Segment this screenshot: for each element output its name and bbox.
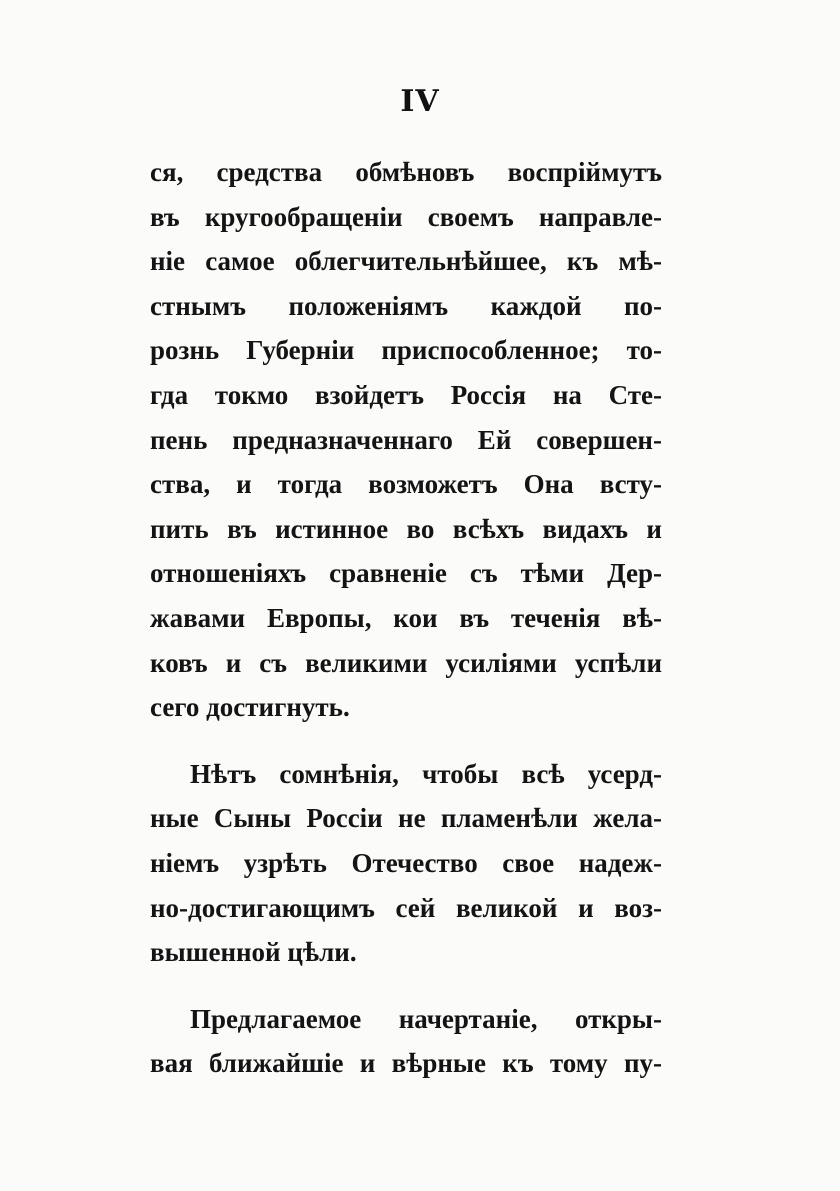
text-line: вая ближайшіе и вѣрные къ тому пу- — [150, 1048, 662, 1079]
text-line: жавами Европы, кои въ теченія вѣ- — [150, 602, 662, 633]
text-line: но-достигающимъ сей великой и воз- — [150, 892, 662, 923]
text-line: Предлагаемое начертаніе, откры- — [190, 1003, 662, 1034]
text-line: ніе самое облегчительнѣйшее, къ мѣ- — [150, 246, 662, 277]
text-line: ніемъ узрѣть Отечество свое надеж- — [150, 847, 662, 878]
text-line: рознь Губерніи приспособленное; то- — [150, 335, 662, 366]
paragraph-1 — [150, 150, 662, 730]
text-block — [150, 150, 662, 1086]
text-line: сего достигнуть. — [150, 692, 350, 723]
paragraph-3 — [150, 997, 662, 1086]
text-line: стнымъ положеніямъ каждой по- — [150, 290, 662, 321]
text-line: ся, средства обмѣновъ воспріймутъ — [150, 157, 662, 187]
text-line: отношеніяхъ сравненіе съ тѣми Дер- — [150, 558, 662, 589]
text-line: ковъ и съ великими усиліями успѣли — [150, 647, 662, 678]
text-line: ства, и тогда возможетъ Она всту- — [150, 469, 662, 500]
text-line: Нѣтъ сомнѣнія, чтобы всѣ усерд- — [190, 758, 662, 789]
text-line: пить въ истинное во всѣхъ видахъ и — [150, 513, 662, 544]
text-line: въ кругообращеніи своемъ направле- — [150, 201, 662, 232]
text-line: ные Сыны Россіи не пламенѣли жела- — [150, 803, 662, 834]
text-line: гда токмо взойдетъ Россія на Сте- — [150, 379, 662, 410]
text-line: пень предназначеннаго Ей совершен- — [150, 424, 662, 455]
paragraph-gap — [150, 730, 662, 752]
paragraph-gap — [150, 975, 662, 997]
text-line: вышенной цѣли. — [150, 937, 357, 968]
paragraph-2 — [150, 752, 662, 975]
page-number: IV — [400, 84, 440, 119]
